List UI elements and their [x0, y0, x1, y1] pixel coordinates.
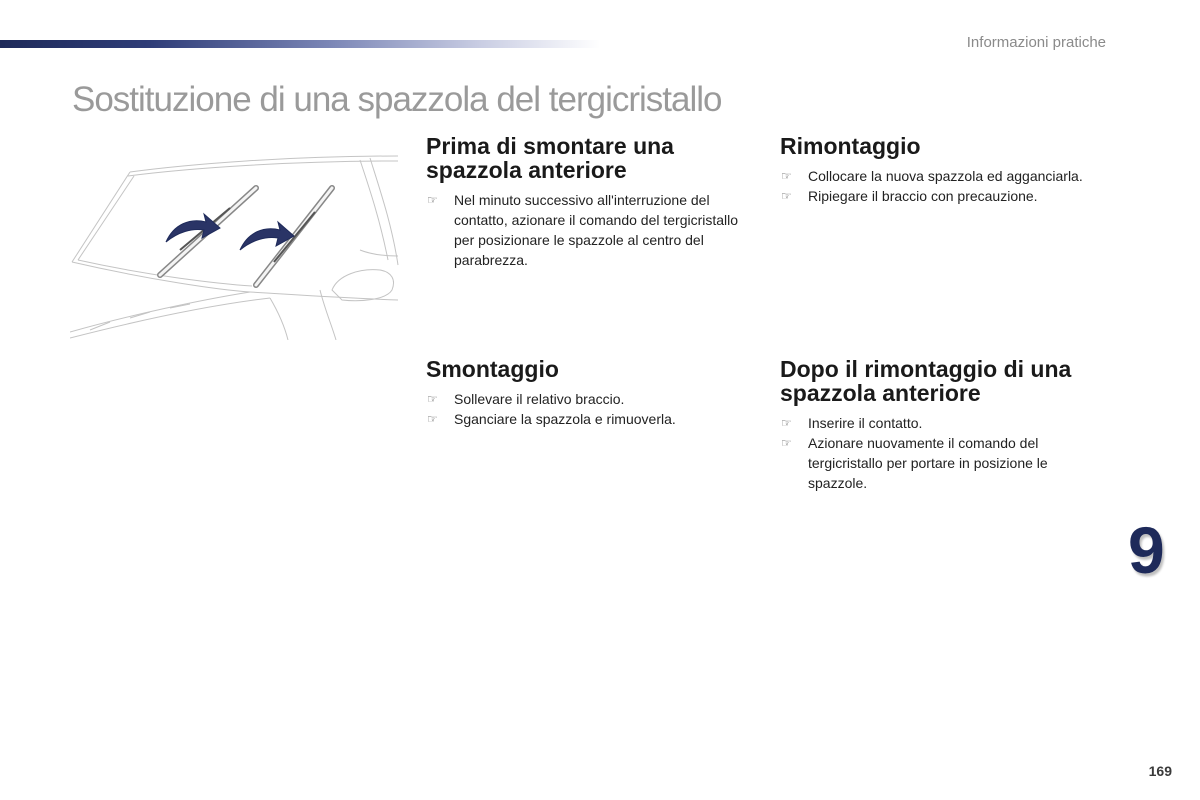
windshield-wiper-illustration — [70, 150, 400, 340]
pointing-hand-icon: ☞ — [781, 189, 792, 203]
section-removal — [426, 357, 756, 429]
header-gradient-bar — [0, 40, 600, 48]
list-item-text: Sollevare il relativo braccio. — [454, 391, 625, 407]
list-item-text: Azionare nuovamente il comando del tergicristallo per portare in posizione le spazzole. — [808, 435, 1048, 491]
list-item — [780, 186, 1110, 206]
list-item-text: Collocare la nuova spazzola ed agganciarla. — [808, 168, 1083, 184]
list-item — [426, 190, 756, 270]
pointing-hand-icon: ☞ — [427, 412, 438, 426]
section-heading: Dopo il rimontaggio di una spazzola anteriore — [780, 356, 1072, 406]
list-item — [426, 409, 756, 429]
list-item — [780, 433, 1110, 493]
page-number: 169 — [1148, 763, 1172, 779]
page-title: Sostituzione di una spazzola del tergicristallo — [72, 80, 722, 119]
list-item-text: Ripiegare il braccio con precauzione. — [808, 188, 1038, 204]
chapter-number: 9 — [1128, 513, 1165, 587]
section-heading: Smontaggio — [426, 356, 559, 382]
section-heading: Prima di smontare una spazzola anteriore — [426, 133, 674, 183]
section-heading: Rimontaggio — [780, 133, 921, 159]
pointing-hand-icon: ☞ — [781, 169, 792, 183]
list-item — [426, 389, 756, 409]
section-after-refitting — [780, 357, 1110, 493]
section-before-removal — [426, 134, 756, 270]
pointing-hand-icon: ☞ — [781, 416, 792, 430]
list-item-text: Inserire il contatto. — [808, 415, 923, 431]
pointing-hand-icon: ☞ — [427, 392, 438, 406]
section-label: Informazioni pratiche — [966, 34, 1106, 51]
list-item — [780, 166, 1110, 186]
list-item-text: Nel minuto successivo all'interruzione del contatto, azionare il comando del tergicristallo per posizionare le spazzole al centro del parabrezza. — [454, 192, 739, 268]
list-item — [780, 413, 1110, 433]
section-refitting — [780, 134, 1110, 206]
pointing-hand-icon: ☞ — [781, 436, 792, 450]
pointing-hand-icon: ☞ — [427, 193, 438, 207]
list-item-text: Sganciare la spazzola e rimuoverla. — [454, 411, 676, 427]
